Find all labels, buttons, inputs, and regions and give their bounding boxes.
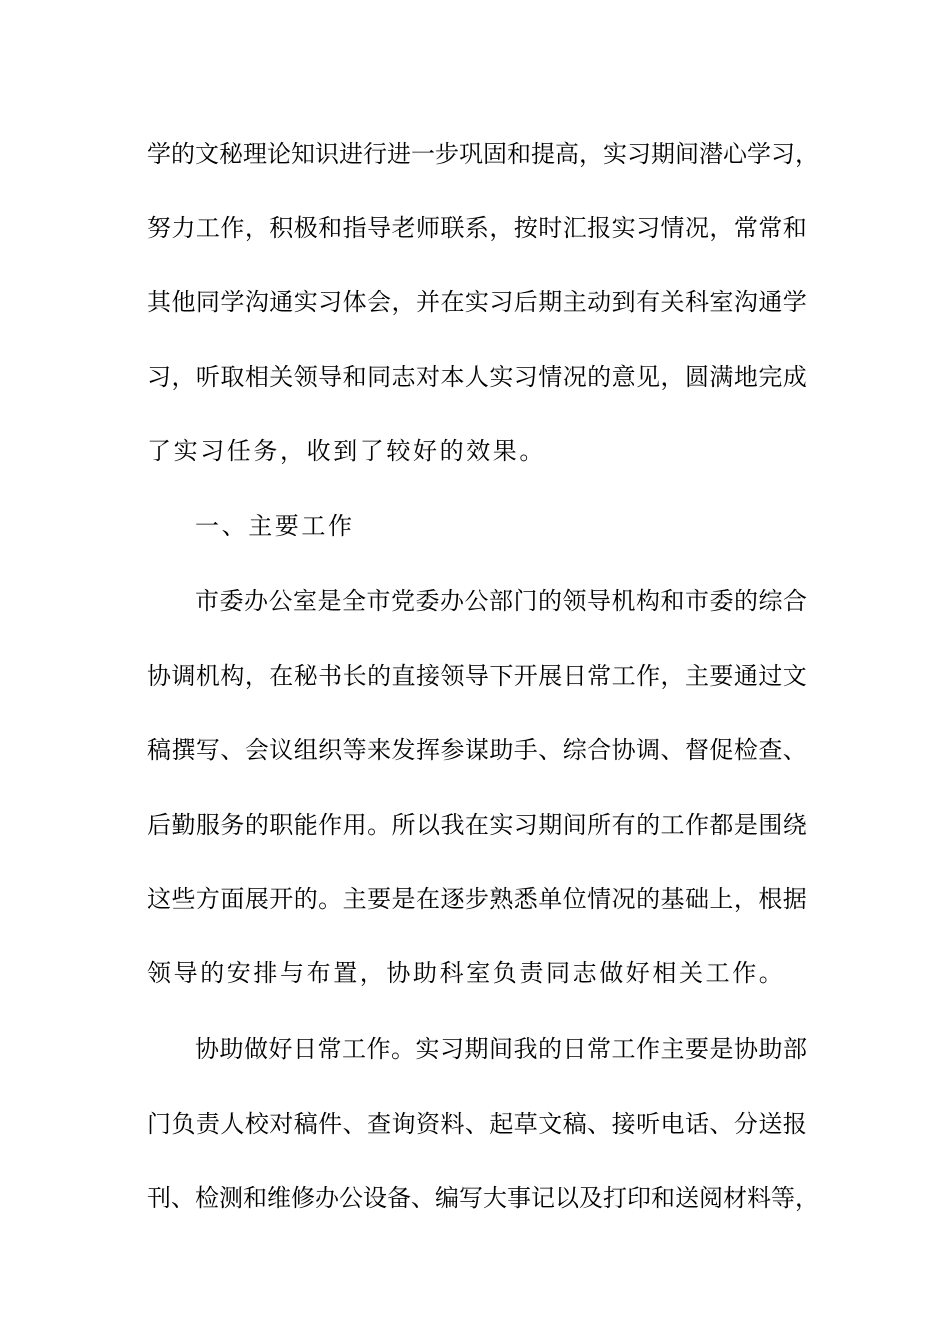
paragraph-line-14: 刊 、 检 测 和 维 修 办 公 设 备 、 编 写 大 事 记 以 及 打 印 和 送 阅 材 料 等 ， (147, 1184, 819, 1212)
paragraph-line-6: 市 委 办 公 室 是 全 市 党 委 办 公 部 门 的 领 导 机 构 和 市 委 的 综 合 (195, 587, 807, 615)
paragraph-line-3: 其 他 同 学 沟 通 实 习 体 会 ， 并 在 实 习 后 期 主 动 到 有 关 科 室 沟 通 学 (147, 288, 807, 316)
paragraph-line-13: 门 负 责 人 校 对 稿 件 、 查 询 资 料 、 起 草 文 稿 、 接 听 电 话 、 分 送 报 (147, 1110, 807, 1138)
paragraph-line-2: 努 力 工 作 ， 积 极 和 指 导 老 师 联 系 ， 按 时 汇 报 实 习 情 况 ， 常 常 和 (147, 214, 807, 242)
paragraph-line-5: 了实习任务，收到了较好的效果。 (147, 437, 546, 465)
paragraph-line-7: 协 调 机 构 ， 在 秘 书 长 的 直 接 领 导 下 开 展 日 常 工 作 ， 主 要 通 过 文 (147, 662, 807, 690)
paragraph-line-10: 这 些 方 面 展 开 的 。 主 要 是 在 逐 步 熟 悉 单 位 情 况 的 基 础 上 ， 根 据 (147, 885, 807, 913)
paragraph-line-4: 习 ， 听 取 相 关 领 导 和 同 志 对 本 人 实 习 情 况 的 意 见 ， 圆 满 地 完 成 (147, 363, 807, 391)
paragraph-line-12: 协 助 做 好 日 常 工 作 。 实 习 期 间 我 的 日 常 工 作 主 要 是 协 助 部 (195, 1035, 807, 1063)
paragraph-line-9: 后 勤 服 务 的 职 能 作 用 。 所 以 我 在 实 习 期 间 所 有 的 工 作 都 是 围 绕 (147, 811, 807, 839)
paragraph-line-1: 学 的 文 秘 理 论 知 识 进 行 进 一 步 巩 固 和 提 高 ， 实 习 期 间 潜 心 学 习 ， (147, 140, 819, 168)
paragraph-line-11: 领导的安排与布置，协助科室负责同志做好相关工作。 (147, 959, 786, 987)
section-heading: 一、主要工作 (195, 512, 355, 540)
paragraph-line-8: 稿 撰 写 、 会 议 组 织 等 来 发 挥 参 谋 助 手 、 综 合 协 调 、 督 促 检 查 、 (147, 736, 807, 764)
